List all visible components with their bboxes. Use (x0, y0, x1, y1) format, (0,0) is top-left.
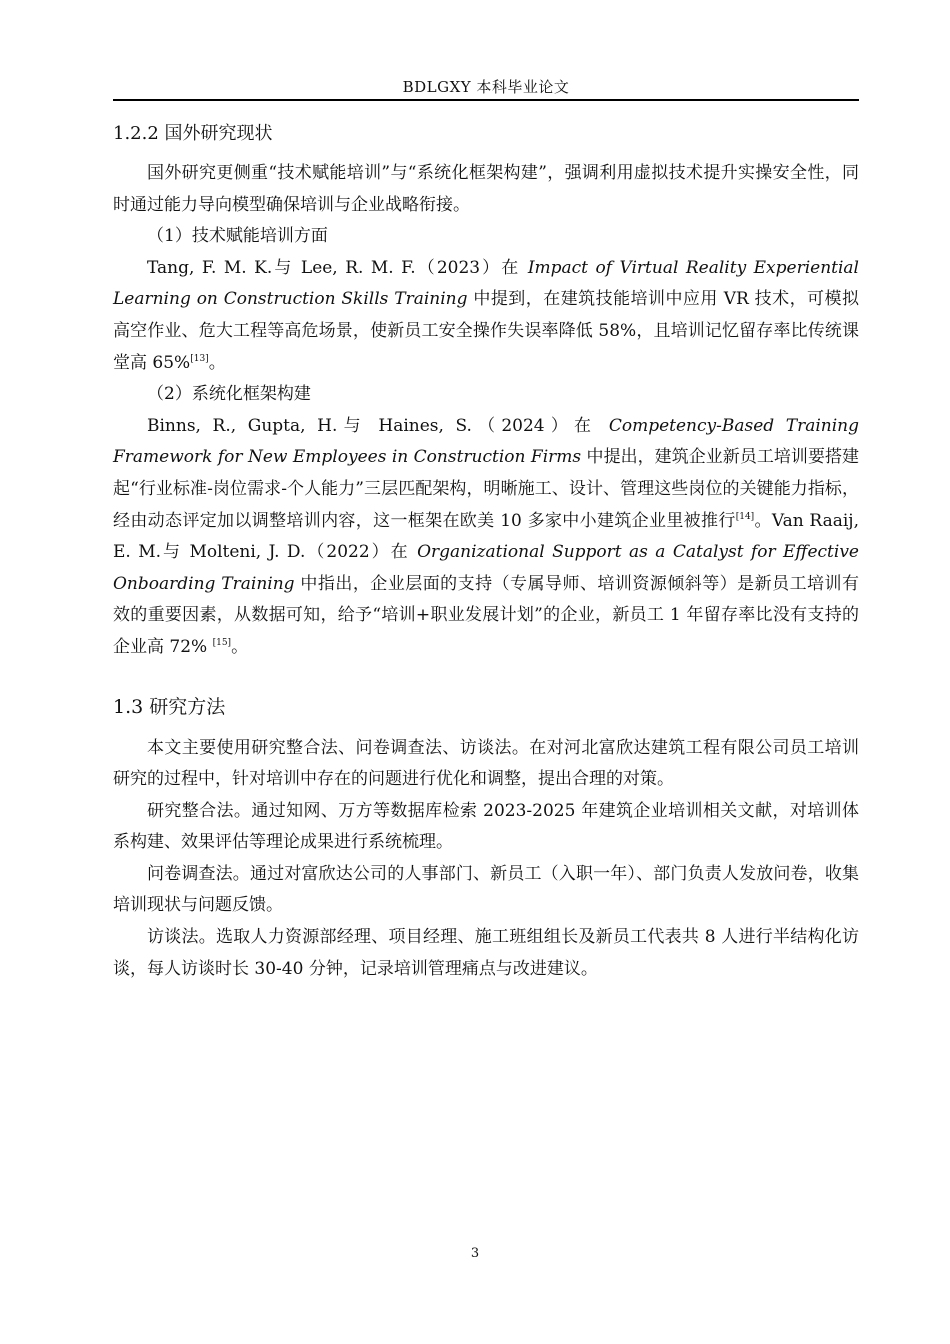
citation-ref: [14] (735, 511, 755, 522)
citation-ref: [15] (212, 637, 232, 648)
page-body (113, 118, 859, 985)
page-number: 3 (470, 1246, 480, 1261)
section-heading-1-3: 1.3 研究方法 (113, 695, 226, 718)
paragraph-methods-overview: 本文主要使用研究整合法、问卷调查法、访谈法。在对河北富欣达建筑工程有限公司员工培训研究的过程中，针对培训中存在的问题进行优化和调整，提出合理的对策。 (113, 737, 859, 790)
paragraph-questionnaire-method: 问卷调查法。通过对富欣达公司的人事部门、新员工（入职一年）、部门负责人发放问卷，收集培训现状与问题反馈。 (113, 863, 859, 916)
paragraph-binns-vanraaij: Binns, R., Gupta, H.与 Haines, S.（2024）在 Competency-Based Training Framework for New Employees in Construction Firms 中提出，建筑企业新员工培训要搭建起“行业标准-岗位需求-个人能力”三层匹配架构，明晰施工、设计、管理这些岗位的关键能力指标，经由动态评定加以调整培训内容，这一框架在欧美 10 多家中小建筑企业里被推行[14]。Van Raaij, E. M.与 Molteni, J. D.（2022）在 Organizational Support as a Catalyst for Effective Onboarding Training 中指出，企业层面的支持（专属导师、培训资源倾斜等）是新员工培训有效的重要因素，从数据可知，给予“培训+职业发展计划”的企业，新员工 1 年留存率比没有支持的企业高 72% [15]。 (113, 415, 860, 657)
paragraph-literature-method: 研究整合法。通过知网、万方等数据库检索 2023-2025 年建筑企业培训相关文献，对培训体系构建、效果评估等理论成果进行系统梳理。 (113, 800, 859, 853)
section-heading-1-2-2: 1.2.2 国外研究现状 (113, 123, 273, 144)
cited-title: Impact of Virtual Reality Experiential Learning on Construction Skills Training (113, 257, 859, 310)
list-item-tech-training: （1）技术赋能培训方面 (147, 226, 328, 247)
list-item-system-framework: （2）系统化框架构建 (147, 384, 311, 405)
cited-title: Organizational Support as a Catalyst for Effective Onboarding Training (113, 542, 859, 594)
paragraph-tang-lee: Tang, F. M. K.与 Lee, R. M. F.（2023）在 Impact of Virtual Reality Experiential Learning on Construction Skills Training 中提到，在建筑技能培训中应用 VR 技术，可模拟高空作业、危大工程等高危场景，使新员工安全操作失误率降低 58%，且培训记忆留存率比传统课堂高 65%[13]。 (113, 257, 859, 373)
cited-title: Competency-Based Training Framework for New Employees in Construction Firms (113, 415, 859, 468)
header-divider (113, 99, 859, 101)
running-header: BDLGXY 本科毕业论文 (402, 78, 570, 96)
paragraph-interview-method: 访谈法。选取人力资源部经理、项目经理、施工班组组长及新员工代表共 8 人进行半结构化访谈，每人访谈时长 30-40 分钟，记录培训管理痛点与改进建议。 (113, 927, 859, 979)
paragraph-intro: 国外研究更侧重“技术赋能培训”与“系统化框架构建”，强调利用虚拟技术提升实操安全性，同时通过能力导向模型确保培训与企业战略衔接。 (113, 163, 859, 215)
citation-ref: [13] (190, 353, 209, 364)
